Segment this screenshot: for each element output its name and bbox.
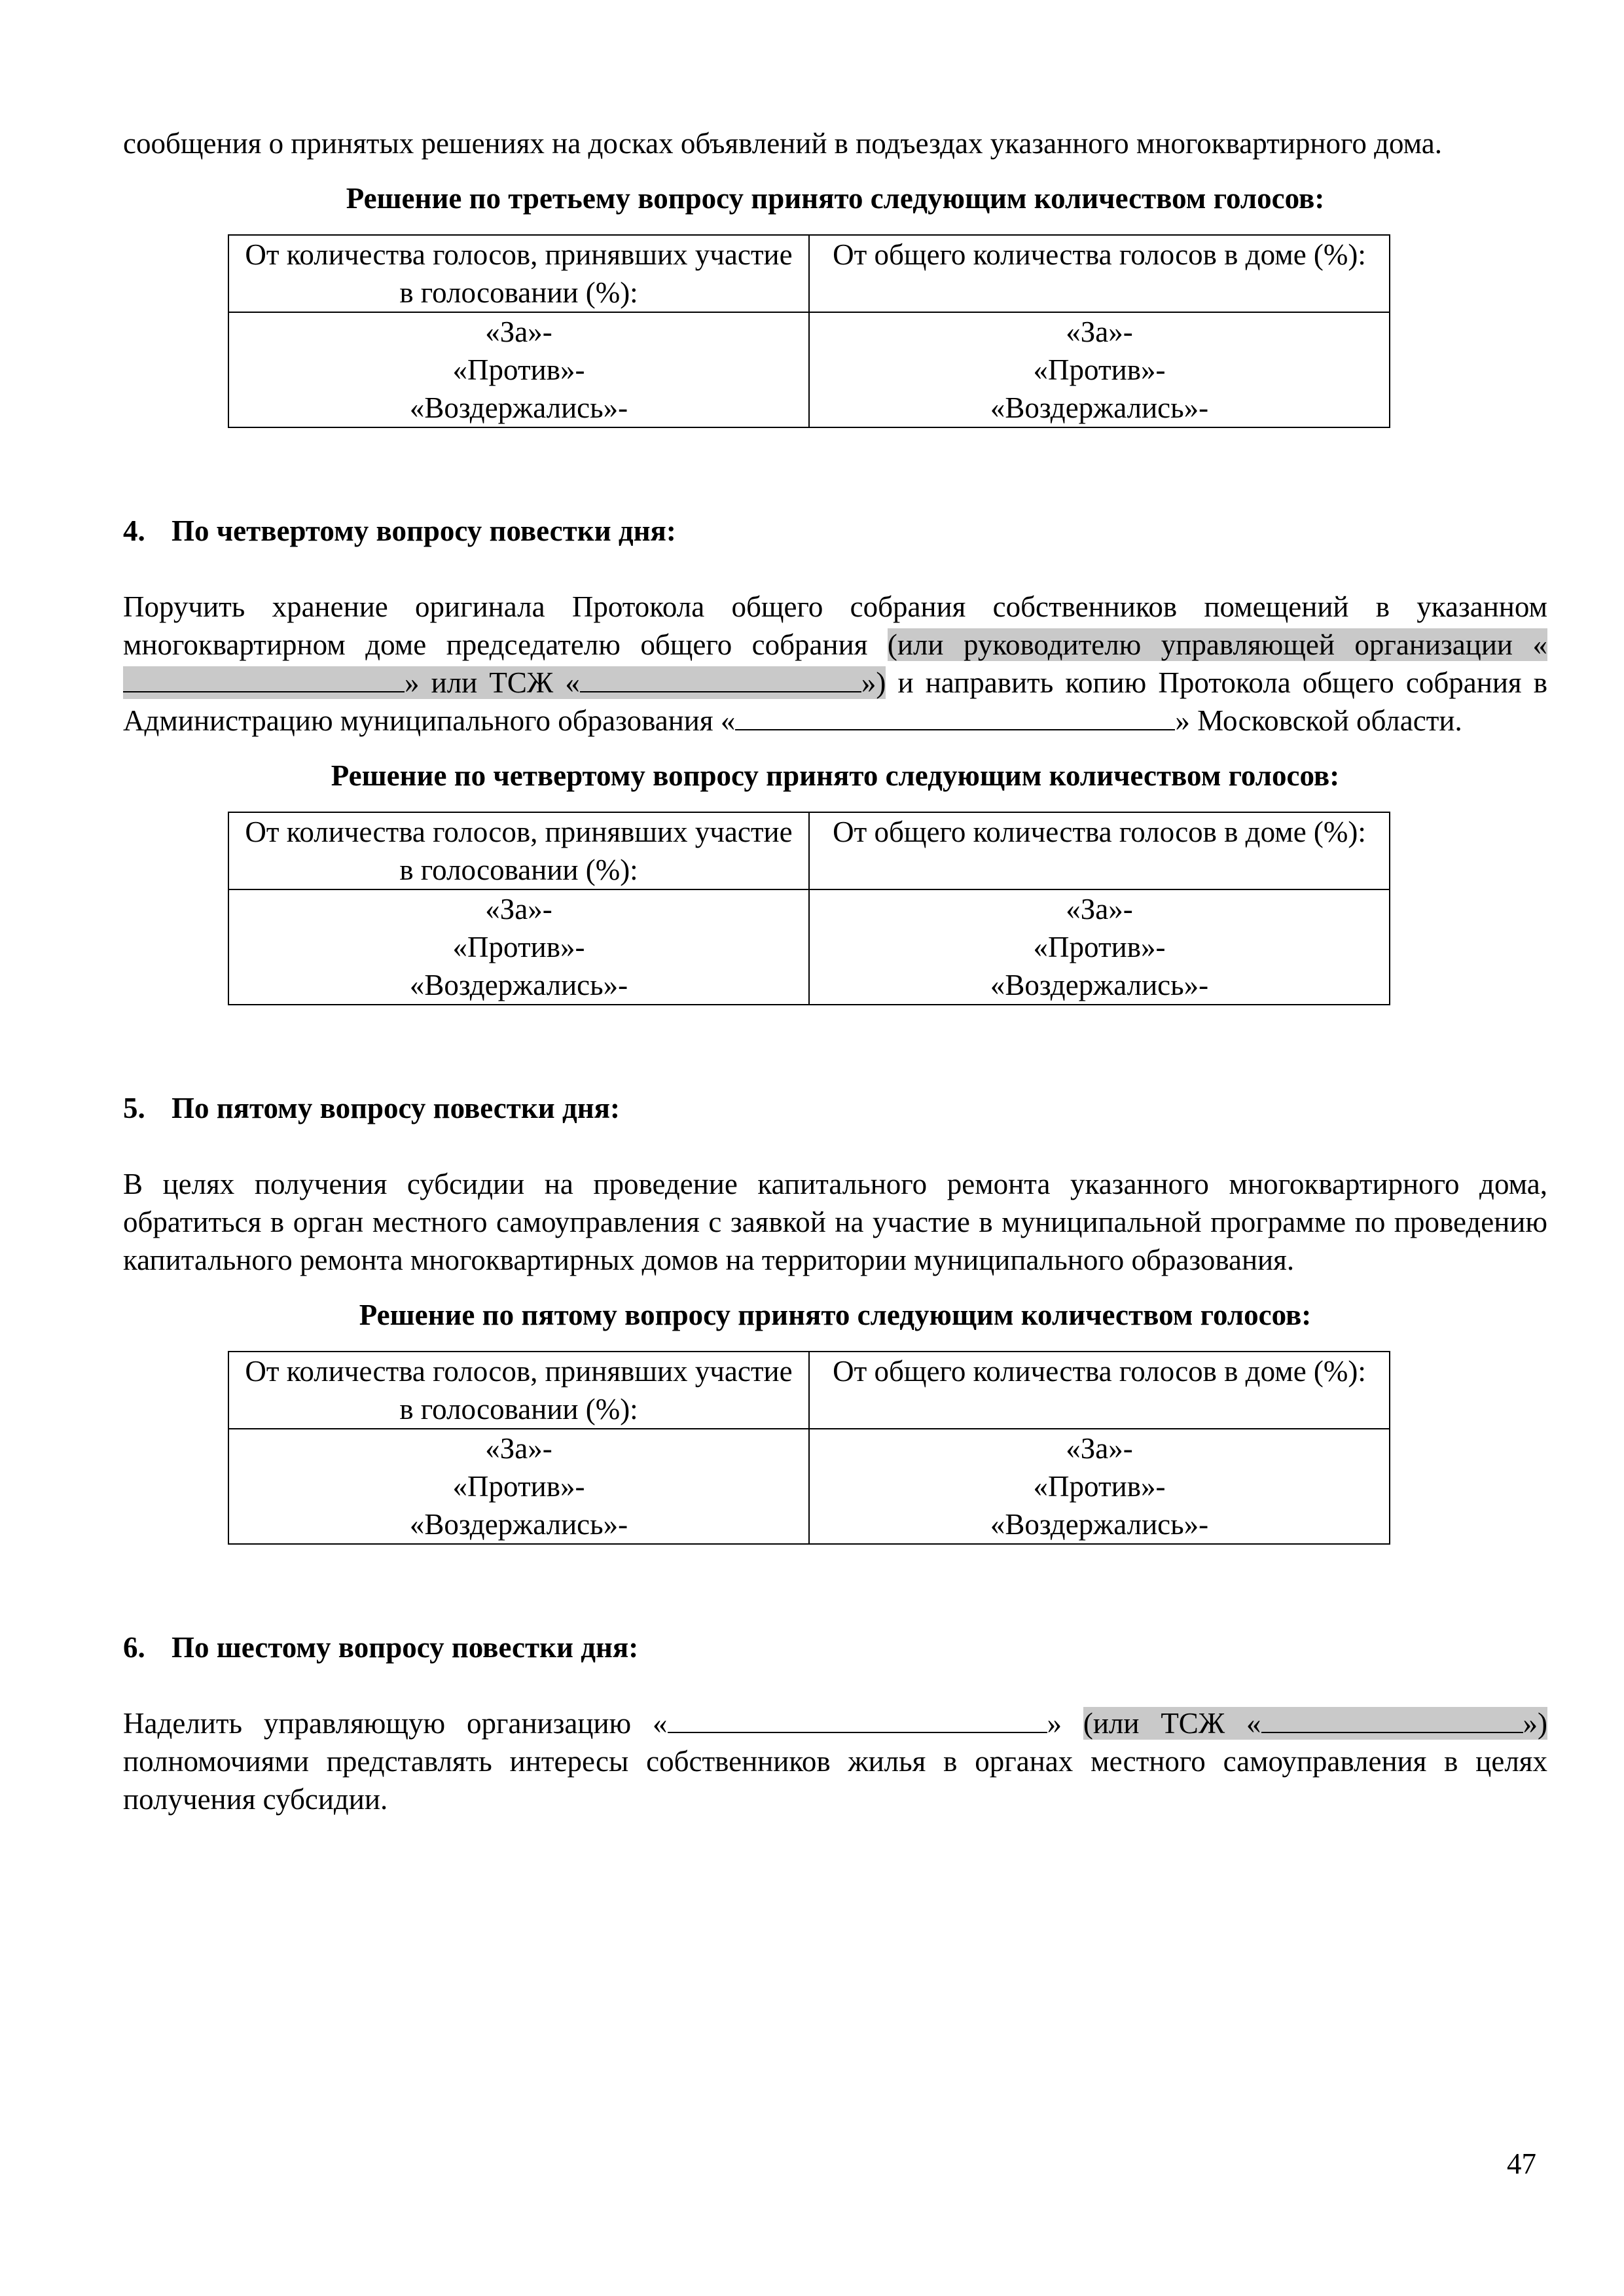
q6-text-part: » (1047, 1707, 1083, 1740)
decision-5-heading: Решение по пятому вопросу принято следующим количеством голосов: (359, 1299, 1312, 1331)
votes-table-4 (228, 812, 1390, 1005)
decision-4-heading: Решение по четвертому вопросу принято следующим количеством голосов: (331, 759, 1340, 792)
votes-cell-participants (228, 312, 809, 427)
votes-cell-total (809, 1429, 1390, 1544)
vote-abstain-label: «Воздержались»- (990, 969, 1209, 1001)
blank-line (123, 665, 405, 692)
votes-table-3 (228, 234, 1390, 428)
q4-text-part: и направить копию Протокола общего собрания в Администрацию муниципального образования « (123, 666, 1547, 737)
votes-cell-participants (228, 889, 809, 1005)
question-title: По пятому вопросу повестки дня: (171, 1092, 620, 1124)
question-5-text: В целях получения субсидии на проведение капитального ремонта указанного многоквартирного дома, обратиться в орган местного самоуправления с заявкой на участие в муниципальной программе по проведению капитального ремонта многоквартирных домов на территории муниципального образования. (123, 1168, 1547, 1276)
blank-line (580, 665, 861, 692)
vote-abstain-label: «Воздержались»- (990, 1508, 1209, 1541)
intro-paragraph: сообщения о принятых решениях на досках объявлений в подъездах указанного многоквартирного дома. (123, 127, 1443, 160)
vote-abstain-label: «Воздержались»- (409, 391, 628, 424)
question-title: По четвертому вопросу повестки дня: (171, 514, 676, 547)
votes-cell-total (809, 889, 1390, 1005)
votes-cell-total (809, 312, 1390, 427)
col-from-total-header: От общего количества голосов в доме (%): (809, 235, 1390, 312)
q4-highlight-part: » или ТСЖ « (405, 666, 580, 699)
col-from-participants-header: От количества голосов, принявших участие в голосовании (%): (228, 1352, 809, 1429)
highlighted-text (1083, 1707, 1547, 1740)
vote-against-label: «Против»- (452, 931, 585, 963)
blank-line (668, 1706, 1047, 1733)
votes-cell-participants (228, 1429, 809, 1544)
vote-for-label: «За»- (1066, 1432, 1133, 1465)
vote-against-label: «Против»- (452, 1470, 585, 1503)
q4-text-part: Поручить хранение оригинала Протокола общего собрания собственников помещений в указанном многоквартирном доме председателю общего собрания (123, 590, 1547, 661)
question-number: 4. (123, 514, 145, 547)
col-from-total-header: От общего количества голосов в доме (%): (809, 812, 1390, 889)
vote-for-label: «За»- (1066, 893, 1133, 925)
q6-highlight-part: (или ТСЖ « (1083, 1707, 1261, 1740)
votes-table-5 (228, 1351, 1390, 1545)
decision-3-heading: Решение по третьему вопросу принято следующим количеством голосов: (346, 182, 1325, 215)
q4-highlight-part: (или руководителю управляющей организации « (887, 628, 1547, 661)
vote-abstain-label: «Воздержались»- (409, 969, 628, 1001)
document-page (123, 124, 1547, 1818)
vote-abstain-label: «Воздержались»- (409, 1508, 628, 1541)
q6-text-part: полномочиями представлять интересы собственников жилья в органах местного самоуправления в целях получения субсидии. (123, 1745, 1547, 1816)
q6-text-part: Наделить управляющую организацию « (123, 1707, 668, 1740)
col-from-total-header: От общего количества голосов в доме (%): (809, 1352, 1390, 1429)
q6-highlight-part: ») (1523, 1707, 1547, 1740)
vote-for-label: «За»- (485, 1432, 552, 1465)
question-number: 6. (123, 1631, 145, 1664)
q4-text-part: » Московской области. (1175, 704, 1462, 737)
vote-for-label: «За»- (1066, 315, 1133, 348)
vote-against-label: «Против»- (1033, 353, 1166, 386)
vote-for-label: «За»- (485, 315, 552, 348)
question-6-heading (123, 1628, 1547, 1666)
blank-line (1261, 1706, 1523, 1733)
question-title: По шестому вопросу повестки дня: (171, 1631, 639, 1664)
page-number: 47 (1507, 2147, 1536, 2180)
question-5-heading (123, 1089, 1547, 1127)
blank-line (735, 703, 1175, 730)
q4-highlight-part: ») (861, 666, 886, 699)
vote-against-label: «Против»- (1033, 1470, 1166, 1503)
vote-against-label: «Против»- (452, 353, 585, 386)
col-from-participants-header: От количества голосов, принявших участие в голосовании (%): (228, 812, 809, 889)
question-6-text (123, 1704, 1547, 1818)
vote-against-label: «Против»- (1033, 931, 1166, 963)
col-from-participants-header: От количества голосов, принявших участие в голосовании (%): (228, 235, 809, 312)
question-4-heading (123, 512, 1547, 550)
vote-for-label: «За»- (485, 893, 552, 925)
question-number: 5. (123, 1092, 145, 1124)
vote-abstain-label: «Воздержались»- (990, 391, 1209, 424)
question-4-text (123, 588, 1547, 740)
